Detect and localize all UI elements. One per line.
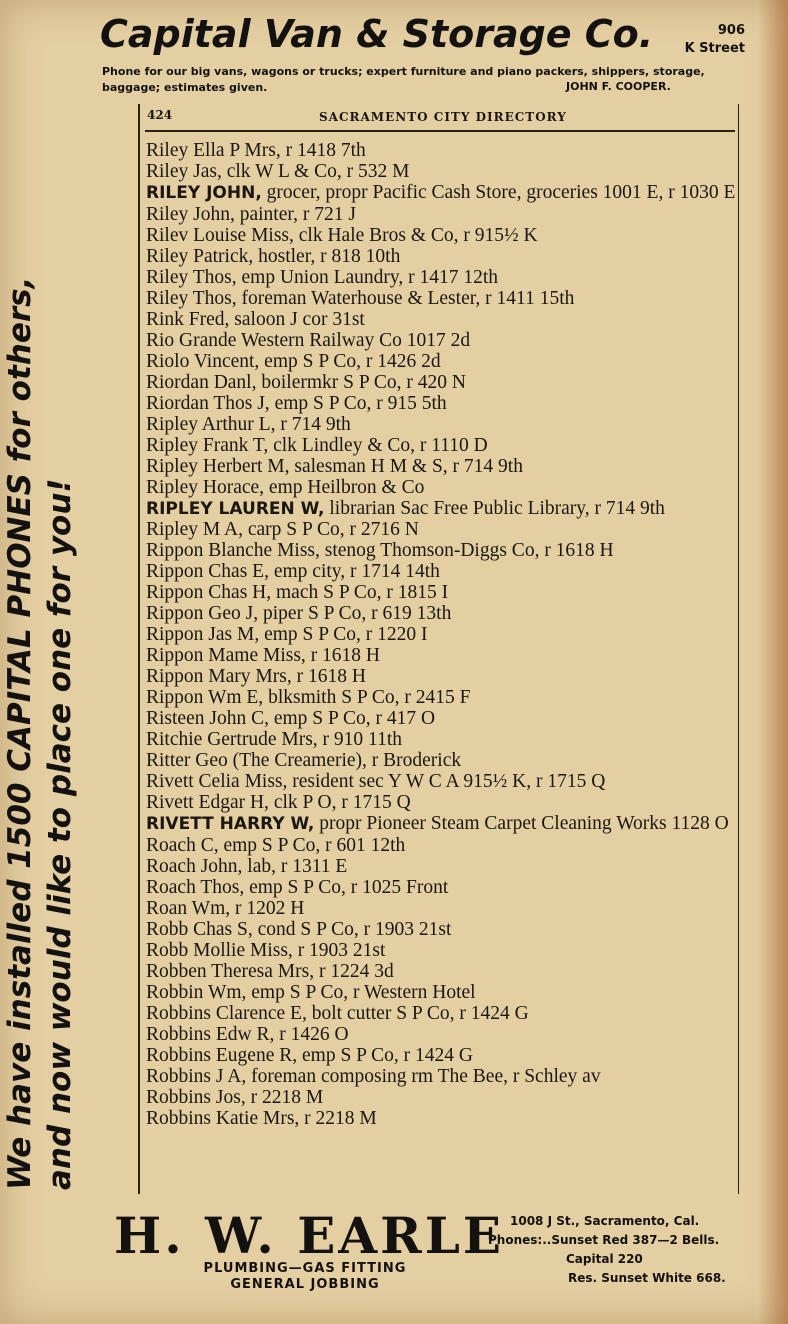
page-header (145, 106, 735, 132)
entry-detail: salesman H M & S, r 714 9th (289, 456, 523, 477)
entry-detail: emp S P Co, r 1025 Front (244, 877, 449, 898)
entry-detail: 1017 2d (401, 330, 471, 351)
entry-name: Robbin Wm, (146, 982, 247, 1003)
directory-entry (146, 877, 736, 898)
directory-entry (146, 330, 736, 351)
entry-name: Robbins Katie Mrs, (146, 1108, 300, 1129)
entry-detail: r 1418 7th (280, 140, 366, 161)
directory-entry (146, 351, 736, 372)
entry-name: Rilev Louise Miss, (146, 225, 294, 246)
entry-detail: carp S P Co, r 2716 N (242, 519, 419, 540)
entry-name: Rippon Chas H, (146, 582, 272, 603)
directory-entry (146, 204, 736, 225)
bottom-ad-capital-phone: Capital 220 (566, 1252, 643, 1266)
entry-name: Rivett Celia Miss, (146, 771, 288, 792)
bottom-ad-trade-line-1: PLUMBING—GAS FITTING (203, 1261, 407, 1276)
entry-detail: bolt cutter S P Co, r 1424 G (306, 1003, 529, 1024)
directory-entry (146, 498, 736, 519)
entry-name: Ripley Arthur L, (146, 414, 276, 435)
entry-detail: r 1224 3d (314, 961, 394, 982)
directory-entry (146, 288, 736, 309)
directory-entry (146, 813, 736, 835)
entry-name: Riley Thos, (146, 267, 237, 288)
bottom-ad-company-name: H. W. EARLE (114, 1206, 504, 1265)
directory-entry (146, 372, 736, 393)
directory-entry (146, 1045, 736, 1066)
top-ad-address (655, 22, 745, 58)
entry-name: Riordan Danl, (146, 372, 257, 393)
directory-entry (146, 645, 736, 666)
entry-name: Robben Theresa Mrs, (146, 961, 315, 982)
entry-name: Riolo Vincent, (146, 351, 260, 372)
entry-name: Roan Wm, (146, 898, 231, 919)
entry-detail: boilermkr S P Co, r 420 N (256, 372, 466, 393)
entry-name: RILEY JOHN, (146, 183, 262, 203)
entry-detail: emp S P Co, r 601 12th (218, 835, 406, 856)
entry-name: Robb Chas S, (146, 919, 253, 940)
entry-detail: stenog Thomson-Diggs Co, r 1618 H (319, 540, 614, 561)
entry-detail: emp S P Co, r 1424 G (297, 1045, 473, 1066)
entry-detail: emp S P Co, r 1220 I (259, 624, 428, 645)
directory-entry (146, 792, 736, 813)
entry-name: Rippon Mary Mrs, (146, 666, 292, 687)
directory-entry (146, 771, 736, 792)
entry-name: Ritchie Gertrude Mrs, (146, 729, 318, 750)
entry-detail: clk Lindley & Co, r 1110 D (268, 435, 488, 456)
entry-detail: (The Creamerie), r Broderick (227, 750, 462, 771)
entry-detail: emp Heilbron & Co (264, 477, 425, 498)
entry-name: RIPLEY LAUREN W, (146, 499, 325, 519)
entry-detail: librarian Sac Free Public Library, r 714 9th (324, 498, 665, 519)
directory-entry (146, 456, 736, 477)
entry-name: Rippon Jas M, (146, 624, 260, 645)
entry-detail: r 910 11th (317, 729, 402, 750)
page-edge-shadow (758, 0, 788, 1324)
entry-detail: r 714 9th (275, 414, 351, 435)
directory-listing (146, 140, 736, 1129)
entry-detail: mach S P Co, r 1815 I (271, 582, 449, 603)
entry-name: Robb Mollie Miss, (146, 940, 293, 961)
top-ad-address-number: 906 (717, 23, 745, 38)
directory-entry (146, 1003, 736, 1024)
entry-detail: emp S P Co, r 1426 2d (259, 351, 441, 372)
directory-entry (146, 309, 736, 330)
entry-name: Riley Ella P Mrs, (146, 140, 281, 161)
entry-detail: resident sec Y W C A 915½ K, r 1715 Q (287, 771, 606, 792)
entry-detail: r 2218 M (299, 1108, 377, 1129)
entry-detail: clk W L & Co, r 532 M (221, 161, 410, 182)
directory-entry (146, 603, 736, 624)
directory-entry (146, 561, 736, 582)
directory-entry (146, 1066, 736, 1087)
entry-name: Rio Grande Western Railway Co (146, 330, 402, 351)
bottom-ad-residence-phone: Res. Sunset White 668. (568, 1271, 726, 1285)
bottom-ad-phones: Phones:..Sunset Red 387—2 Bells. (488, 1233, 720, 1247)
directory-entry (146, 519, 736, 540)
entry-name: Robbins Clarence E, (146, 1003, 307, 1024)
entry-name: Rippon Wm E, (146, 687, 264, 708)
entry-detail: hostler, r 818 10th (253, 246, 401, 267)
directory-entry (146, 140, 736, 161)
entry-name: Rippon Blanche Miss, (146, 540, 320, 561)
entry-name: Rivett Edgar H, (146, 792, 269, 813)
directory-entry (146, 540, 736, 561)
entry-detail: foreman composing rm The Bee, r Schley av (246, 1066, 601, 1087)
directory-entry (146, 246, 736, 267)
entry-name: Ripley Herbert M, (146, 456, 290, 477)
entry-name: Robbins Edw R, (146, 1024, 275, 1045)
entry-name: Ripley M A, (146, 519, 243, 540)
entry-name: Risteen John C, (146, 708, 269, 729)
side-advertisement (0, 110, 80, 1200)
directory-entry (146, 624, 736, 645)
entry-detail: r 1903 21st (292, 940, 386, 961)
bottom-ad-contact (488, 1212, 768, 1288)
entry-name: Rink Fred, (146, 309, 230, 330)
entry-name: Riley Patrick, (146, 246, 254, 267)
entry-detail: piper S P Co, r 619 13th (258, 603, 452, 624)
directory-entry (146, 582, 736, 603)
directory-entry (146, 267, 736, 288)
directory-entry (146, 666, 736, 687)
top-ad-description: Phone for our big vans, wagons or trucks; expert furniture and piano packers, shippers, storage, baggage; estimates given. (102, 65, 705, 94)
top-ad-address-street: K Street (684, 41, 745, 56)
directory-entry (146, 687, 736, 708)
directory-entry (146, 477, 736, 498)
directory-entry (146, 182, 736, 204)
entry-detail: clk P O, r 1715 Q (268, 792, 411, 813)
entry-name: Rippon Chas E, (146, 561, 269, 582)
directory-entry (146, 750, 736, 771)
entry-name: Ripley Horace, (146, 477, 265, 498)
directory-entry (146, 856, 736, 877)
entry-detail: r 1618 H (291, 666, 366, 687)
directory-entry (146, 1024, 736, 1045)
page-title: SACRAMENTO CITY DIRECTORY (319, 110, 567, 124)
directory-entry (146, 393, 736, 414)
entry-detail: r 1202 H (230, 898, 305, 919)
directory-entry (146, 961, 736, 982)
entry-name: Riordan Thos J, (146, 393, 270, 414)
entry-name: Rippon Geo J, (146, 603, 259, 624)
entry-name: Roach C, (146, 835, 219, 856)
directory-entry (146, 435, 736, 456)
entry-name: Robbins Jos, (146, 1087, 246, 1108)
directory-entry (146, 729, 736, 750)
bottom-ad-trade-line-2: GENERAL JOBBING (230, 1277, 380, 1292)
page-number: 424 (147, 108, 173, 122)
directory-entry (146, 982, 736, 1003)
side-ad-line-2: and now would like to place one for you! (42, 478, 78, 1190)
top-ad-owner: JOHN F. COOPER. (566, 80, 671, 93)
bottom-ad-address: 1008 J St., Sacramento, Cal. (510, 1214, 700, 1228)
directory-entry (146, 1087, 736, 1108)
directory-entry (146, 225, 736, 246)
entry-name: Roach John, (146, 856, 243, 877)
entry-detail: painter, r 721 J (234, 204, 356, 225)
entry-detail: foreman Waterhouse & Lester, r 1411 15th (236, 288, 575, 309)
entry-detail: grocer, propr Pacific Cash Store, groceries 1001 E, r 1030 E (261, 182, 736, 203)
directory-entry (146, 940, 736, 961)
entry-detail: emp Union Laundry, r 1417 12th (236, 267, 499, 288)
entry-name: Riley Thos, (146, 288, 237, 309)
entry-detail: emp S P Co, r 915 5th (269, 393, 447, 414)
directory-entry (146, 898, 736, 919)
entry-detail: blksmith S P Co, r 2415 F (263, 687, 471, 708)
entry-detail: cond S P Co, r 1903 21st (252, 919, 452, 940)
entry-name: Riley John, (146, 204, 235, 225)
entry-name: Robbins Eugene R, (146, 1045, 298, 1066)
entry-name: Roach Thos, (146, 877, 245, 898)
entry-detail: lab, r 1311 E (242, 856, 348, 877)
directory-entry (146, 1108, 736, 1129)
entry-name: Robbins J A, (146, 1066, 247, 1087)
entry-name: Ripley Frank T, (146, 435, 269, 456)
entry-name: Riley Jas, (146, 161, 222, 182)
top-ad-company-name: Capital Van & Storage Co. (100, 12, 654, 56)
entry-detail: r 2218 M (245, 1087, 324, 1108)
entry-name: Ritter Geo (146, 750, 228, 771)
bottom-ad-trade (170, 1261, 440, 1293)
entry-detail: propr Pioneer Steam Carpet Cleaning Works 1128 O (314, 813, 729, 834)
entry-detail: saloon J cor 31st (229, 309, 365, 330)
directory-entry (146, 161, 736, 182)
entry-detail: emp city, r 1714 14th (268, 561, 440, 582)
directory-entry (146, 708, 736, 729)
directory-entry (146, 414, 736, 435)
entry-name: Rippon Mame Miss, (146, 645, 306, 666)
directory-entry (146, 835, 736, 856)
entry-detail: r 1426 O (274, 1024, 349, 1045)
directory-entry (146, 919, 736, 940)
entry-detail: emp S P Co, r Western Hotel (246, 982, 476, 1003)
entry-detail: clk Hale Bros & Co, r 915½ K (293, 225, 538, 246)
side-ad-line-1: We have installed 1500 CAPITAL PHONES for others, (2, 276, 38, 1190)
entry-name: RIVETT HARRY W, (146, 814, 315, 834)
entry-detail: r 1618 H (305, 645, 381, 666)
entry-detail: emp S P Co, r 417 O (268, 708, 436, 729)
